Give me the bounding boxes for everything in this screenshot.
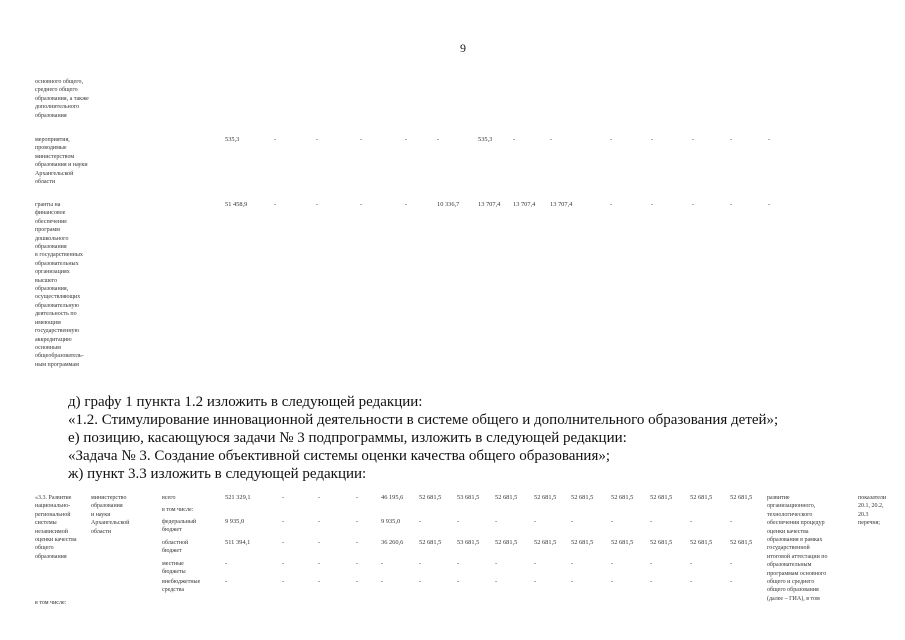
lower-row2-cell-6: - bbox=[457, 518, 460, 525]
lower-row0-cell-7: 52 681,5 bbox=[495, 494, 518, 501]
lower-row5-cell-0: - bbox=[225, 578, 228, 585]
lower-row5-cell-10: - bbox=[611, 578, 614, 585]
lower-row3-cell-9: 52 681,5 bbox=[571, 539, 594, 546]
lower-row5-cell-4: - bbox=[381, 578, 384, 585]
lower-row0-cell-4: 46 195,6 bbox=[381, 494, 404, 501]
lower-row3-cell-5: 52 681,5 bbox=[419, 539, 442, 546]
upper-row1-cell-4: - bbox=[405, 136, 408, 143]
lower-col1-footer: в том числе: bbox=[35, 600, 67, 606]
lower-row3-cell-12: 52 681,5 bbox=[690, 539, 713, 546]
lower-row4-cell-11: - bbox=[650, 560, 653, 567]
lower-row2-cell-8: - bbox=[534, 518, 537, 525]
upper-row1-cell-13: - bbox=[768, 136, 771, 143]
body-line-quote-1: «1.2. Стимулирование инновационной деятельности в системе общего и дополнительного образования детей»; bbox=[68, 412, 779, 428]
lower-row2-cell-12: - bbox=[690, 518, 693, 525]
upper-row1-cell-11: - bbox=[692, 136, 695, 143]
upper-row1-label: мероприятия, проводимые министерством образования и науки Архангельской области bbox=[35, 137, 88, 186]
lower-row3-cell-7: 52 681,5 bbox=[495, 539, 518, 546]
lower-row2-cell-0: 9 935,0 bbox=[225, 518, 245, 525]
lower-row4-cell-0: - bbox=[225, 560, 228, 567]
result-text: развитие организационного, технологического обеспечения процедур оценки качества образования в рамках государственной итоговой аттестации по образовательным программам основного общего и среднего общего образования (далее – ГИА), в том bbox=[767, 495, 828, 602]
lower-row4-cell-10: - bbox=[611, 560, 614, 567]
upper-row2-cell-12: - bbox=[730, 201, 733, 208]
upper-row2-cell-7: 13 707,4 bbox=[513, 201, 536, 208]
lower-row5-cell-6: - bbox=[457, 578, 460, 585]
lower-row4-cell-9: - bbox=[571, 560, 574, 567]
lower-row4-cell-2: - bbox=[318, 560, 321, 567]
upper-row1-cell-3: - bbox=[360, 136, 363, 143]
lower-row0-cell-2: - bbox=[318, 494, 321, 501]
upper-row2-cell-8: 13 707,4 bbox=[550, 201, 573, 208]
upper-row2-label: гранты на финансовое обеспечение программ дошкольного образования в государственных образовательных организациях высшего образования, осуществляющих образовательную деятельность по имеющим государственную аккредитацию основным общеобразователь- ным программам bbox=[35, 202, 84, 368]
lower-row2-cell-2: - bbox=[318, 518, 321, 525]
page-number: 9 bbox=[460, 41, 466, 55]
upper-row1-cell-0: 535,3 bbox=[225, 136, 240, 143]
lower-row4-cell-8: - bbox=[534, 560, 537, 567]
source-total: всего bbox=[162, 495, 176, 501]
lower-row3-cell-4: 36 260,6 bbox=[381, 539, 404, 546]
upper-row1-cell-5: - bbox=[437, 136, 440, 143]
upper-row1-cell-12: - bbox=[730, 136, 733, 143]
lower-row5-cell-5: - bbox=[419, 578, 422, 585]
lower-row0-cell-10: 52 681,5 bbox=[611, 494, 634, 501]
lower-row2-cell-10: - bbox=[611, 518, 614, 525]
lower-row3-cell-0: 511 394,1 bbox=[225, 539, 251, 546]
lower-row2-cell-5: - bbox=[419, 518, 422, 525]
upper-row2-cell-0: 51 458,9 bbox=[225, 201, 248, 208]
lower-row5-cell-13: - bbox=[730, 578, 733, 585]
lower-row2-cell-4: 9 935,0 bbox=[381, 518, 401, 525]
lower-row0-cell-13: 52 681,5 bbox=[730, 494, 753, 501]
lower-row5-cell-7: - bbox=[495, 578, 498, 585]
lower-row0-cell-1: - bbox=[282, 494, 285, 501]
lower-col2-text: министерство образования и науки Архангельской области bbox=[91, 495, 130, 535]
upper-row2-cell-3: - bbox=[360, 201, 363, 208]
lower-row4-cell-6: - bbox=[457, 560, 460, 567]
lower-row3-cell-1: - bbox=[282, 539, 285, 546]
body-line-d: д) графу 1 пункта 1.2 изложить в следующей редакции: bbox=[68, 394, 423, 410]
lower-row5-cell-9: - bbox=[571, 578, 574, 585]
lower-row2-cell-13: - bbox=[730, 518, 733, 525]
lower-row2-cell-11: - bbox=[650, 518, 653, 525]
lower-row3-cell-10: 52 681,5 bbox=[611, 539, 634, 546]
lower-row4-cell-12: - bbox=[690, 560, 693, 567]
upper-row2-cell-5: 10 336,7 bbox=[437, 201, 460, 208]
lower-row2-cell-7: - bbox=[495, 518, 498, 525]
lower-row0-cell-11: 52 681,5 bbox=[650, 494, 673, 501]
lower-row5-cell-12: - bbox=[690, 578, 693, 585]
upper-row2-cell-10: - bbox=[651, 201, 654, 208]
lower-row3-cell-11: 52 681,5 bbox=[650, 539, 673, 546]
lower-row0-cell-9: 52 681,5 bbox=[571, 494, 594, 501]
body-line-zh: ж) пункт 3.3 изложить в следующей редакции: bbox=[68, 466, 367, 482]
body-line-quote-2: «Задача № 3. Создание объективной системы оценки качества общего образования»; bbox=[68, 448, 611, 464]
source-extrabudget: внебюджетные средства bbox=[162, 579, 201, 594]
source-federal: федеральный бюджет bbox=[162, 519, 197, 534]
lower-row0-cell-3: - bbox=[356, 494, 359, 501]
lower-row5-cell-2: - bbox=[318, 578, 321, 585]
lower-row5-cell-1: - bbox=[282, 578, 285, 585]
lower-row3-cell-13: 52 681,5 bbox=[730, 539, 753, 546]
lower-row0-cell-6: 53 681,5 bbox=[457, 494, 480, 501]
lower-row2-cell-1: - bbox=[282, 518, 285, 525]
lower-row4-cell-4: - bbox=[381, 560, 384, 567]
lower-row4-cell-5: - bbox=[419, 560, 422, 567]
source-incl: в том числе: bbox=[162, 507, 194, 513]
upper-row1-cell-10: - bbox=[651, 136, 654, 143]
lower-row0-cell-12: 52 681,5 bbox=[690, 494, 713, 501]
lower-col1-text: «3.3. Развитие национально- региональной системы независимой оценки качества общего образования bbox=[35, 495, 77, 560]
lower-row2-cell-3: - bbox=[356, 518, 359, 525]
body-line-e: е) позицию, касающуюся задачи № 3 подпрограммы, изложить в следующей редакции: bbox=[68, 430, 627, 446]
upper-row2-cell-4: - bbox=[405, 201, 408, 208]
lower-row5-cell-3: - bbox=[356, 578, 359, 585]
upper-row2-cell-2: - bbox=[316, 201, 319, 208]
upper-row1-cell-8: - bbox=[550, 136, 553, 143]
lower-row4-cell-7: - bbox=[495, 560, 498, 567]
lower-row0-cell-8: 52 681,5 bbox=[534, 494, 557, 501]
lower-row4-cell-13: - bbox=[730, 560, 733, 567]
lower-row3-cell-2: - bbox=[318, 539, 321, 546]
upper-row2-cell-1: - bbox=[274, 201, 277, 208]
upper-row1-cell-1: - bbox=[274, 136, 277, 143]
lower-row4-cell-3: - bbox=[356, 560, 359, 567]
lower-row3-cell-3: - bbox=[356, 539, 359, 546]
lower-row0-cell-5: 52 681,5 bbox=[419, 494, 442, 501]
lower-row0-cell-0: 521 329,1 bbox=[225, 494, 251, 501]
lower-row4-cell-1: - bbox=[282, 560, 285, 567]
upper-row2-cell-6: 13 707,4 bbox=[478, 201, 501, 208]
indicator-text: показатели 20.1, 20.2, 20.3 перечня; bbox=[858, 495, 887, 527]
upper-row2-cell-11: - bbox=[692, 201, 695, 208]
upper-row1-cell-2: - bbox=[316, 136, 319, 143]
upper-row1-cell-7: - bbox=[513, 136, 516, 143]
upper-row1-cell-9: - bbox=[610, 136, 613, 143]
lower-row2-cell-9: - bbox=[571, 518, 574, 525]
source-local: местные бюджеты bbox=[162, 561, 186, 576]
lower-row3-cell-6: 53 681,5 bbox=[457, 539, 480, 546]
upper-row2-cell-13: - bbox=[768, 201, 771, 208]
lower-row5-cell-11: - bbox=[650, 578, 653, 585]
lower-row5-cell-8: - bbox=[534, 578, 537, 585]
upper-row2-cell-9: - bbox=[610, 201, 613, 208]
upper-row0-label: основного общего, среднего общего образования, а также дополнительного образования bbox=[35, 79, 89, 119]
source-regional: областной бюджет bbox=[162, 540, 189, 555]
lower-row3-cell-8: 52 681,5 bbox=[534, 539, 557, 546]
upper-row1-cell-6: 535,3 bbox=[478, 136, 493, 143]
